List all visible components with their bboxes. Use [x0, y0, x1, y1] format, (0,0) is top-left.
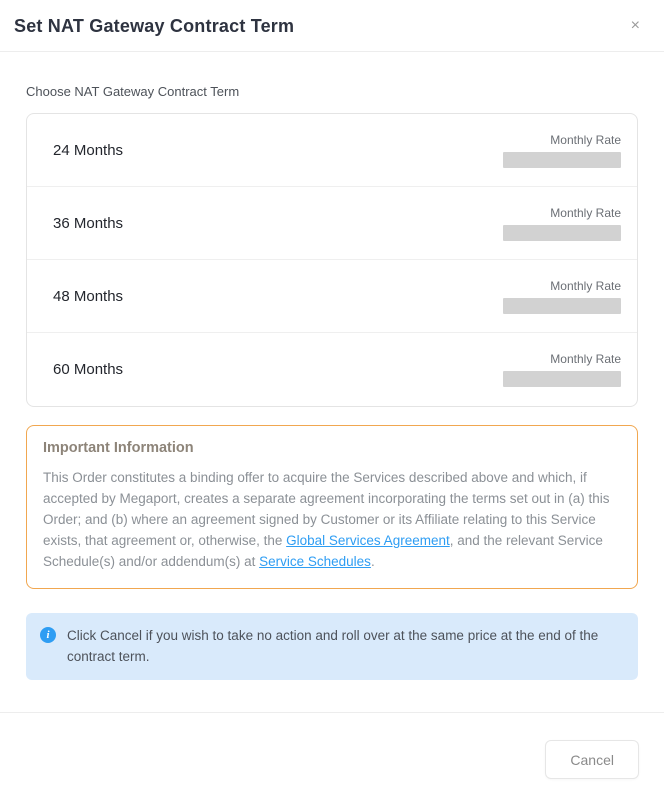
- rate-column: [503, 206, 621, 241]
- rate-column: [503, 133, 621, 168]
- option-row-36-months[interactable]: [27, 187, 637, 260]
- rate-loading-skeleton: [503, 371, 621, 387]
- rate-loading-skeleton: [503, 298, 621, 314]
- service-schedules-link[interactable]: Service Schedules: [259, 554, 371, 569]
- cancel-button[interactable]: Cancel: [545, 740, 639, 779]
- term-label: 48 Months: [53, 287, 124, 305]
- monthly-rate-label: Monthly Rate: [550, 205, 621, 220]
- contract-term-section-label: Choose NAT Gateway Contract Term: [26, 84, 240, 99]
- modal-title: Set NAT Gateway Contract Term: [14, 15, 295, 36]
- rate-loading-skeleton: [503, 152, 621, 168]
- cancel-info-note: [26, 613, 638, 680]
- important-information-text: [43, 467, 621, 572]
- rate-column: [503, 352, 621, 387]
- legal-text-part2: , and the relevant Service Schedule(s) and/or addendum(s) at: [43, 533, 603, 569]
- term-label: 24 Months: [53, 141, 124, 159]
- legal-text-part3: .: [370, 554, 375, 569]
- option-row-24-months[interactable]: [27, 114, 637, 187]
- term-label: 60 Months: [53, 361, 124, 378]
- option-row-60-months[interactable]: [27, 333, 637, 406]
- close-icon[interactable]: ×: [623, 14, 648, 38]
- rate-column: [503, 279, 621, 314]
- legal-text-part1: This Order constitutes a binding offer to acquire the Services described above and which, if accepted by Megaport, creates a separate agreement incorporating the terms set out in (a) this Order; and (b) where an agreement signed by Customer or its Affiliate relating to this Service exists, that agreement or, otherwise, the: [43, 470, 610, 548]
- monthly-rate-label: Monthly Rate: [550, 132, 621, 147]
- contract-term-options-card: [26, 113, 638, 407]
- term-label: 36 Months: [53, 214, 124, 232]
- modal-footer: [0, 712, 664, 792]
- rate-loading-skeleton: [503, 225, 621, 241]
- info-icon: i: [40, 627, 56, 643]
- cancel-info-text: Click Cancel if you wish to take no action and roll over at the same price at the end of the contract term.: [67, 628, 599, 664]
- important-information-box: [26, 425, 638, 589]
- option-row-48-months[interactable]: [27, 260, 637, 333]
- modal-header: [0, 0, 664, 52]
- monthly-rate-label: Monthly Rate: [550, 278, 621, 293]
- global-services-agreement-link[interactable]: Global Services Agreement: [286, 533, 450, 548]
- modal-body: [0, 52, 664, 680]
- monthly-rate-label: Monthly Rate: [550, 352, 621, 366]
- important-information-heading: Important Information: [43, 440, 194, 456]
